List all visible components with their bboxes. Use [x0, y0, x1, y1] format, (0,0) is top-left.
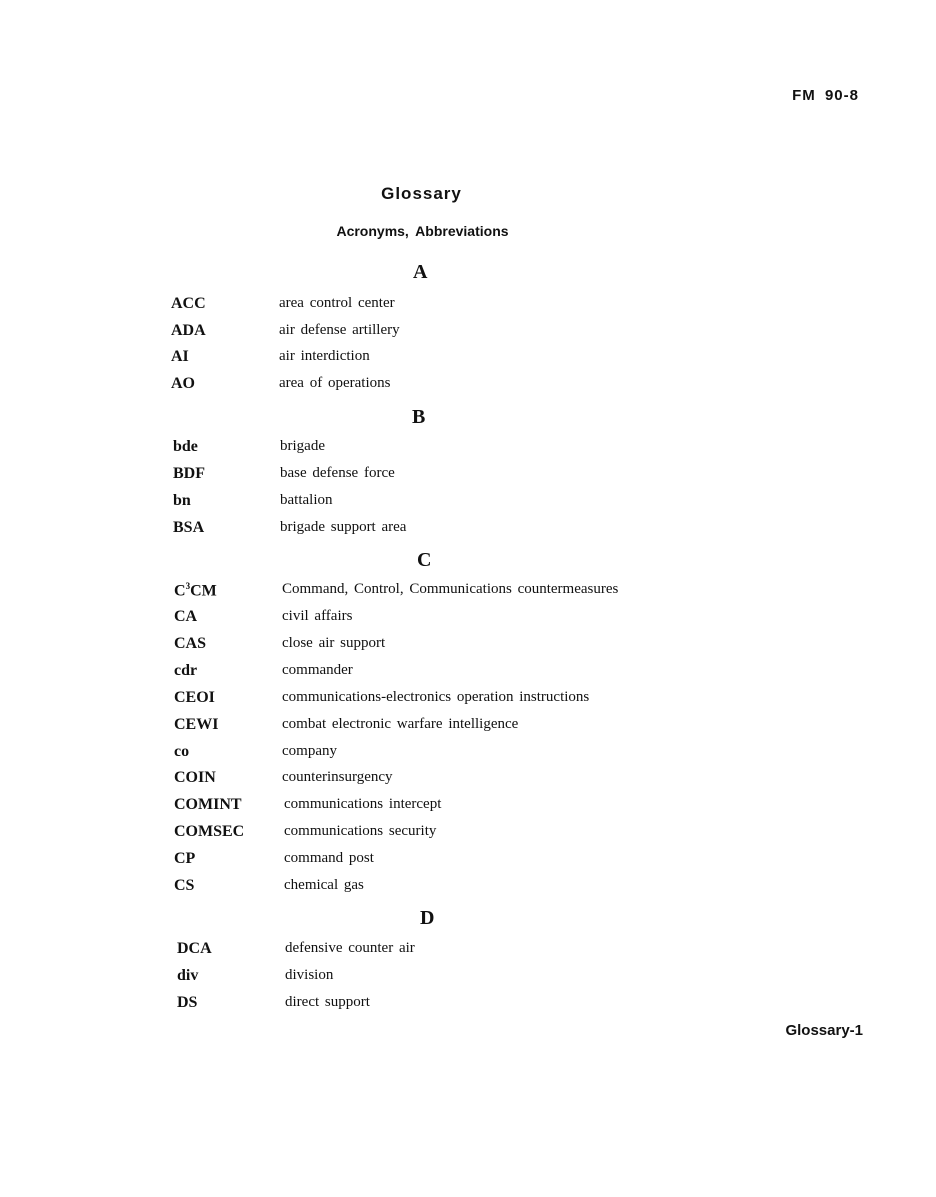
entry-abbreviation: DCA: [177, 940, 212, 957]
entry-abbreviation: CP: [174, 850, 196, 867]
entry-definition: civil affairs: [282, 608, 353, 624]
page-title: Glossary: [381, 184, 462, 203]
entry-abbreviation: CS: [174, 877, 195, 894]
entry-definition: command post: [284, 850, 374, 866]
entry-abbreviation: DS: [177, 994, 198, 1011]
entry-definition: brigade: [280, 438, 325, 454]
entry-definition: communications-electronics operation instructions: [282, 689, 590, 705]
entry-definition: air interdiction: [279, 348, 370, 364]
entry-abbreviation: AO: [171, 375, 195, 392]
entry-definition: area control center: [279, 295, 395, 311]
entry-abbreviation: ACC: [171, 295, 206, 312]
entry-definition: communications security: [284, 823, 437, 839]
entry-definition: communications intercept: [284, 796, 442, 812]
entry-abbreviation: co: [174, 743, 190, 760]
entry-abbreviation: ADA: [171, 322, 206, 339]
entry-abbreviation: CAS: [174, 635, 207, 652]
entry-definition: division: [285, 967, 334, 983]
entry-definition: direct support: [285, 994, 370, 1010]
section-letter-d: D: [420, 907, 435, 929]
entry-definition: battalion: [280, 492, 333, 508]
entry-definition: counterinsurgency: [282, 769, 393, 785]
entry-definition: base defense force: [280, 465, 395, 481]
entry-abbreviation: div: [177, 967, 199, 984]
entry-definition: defensive counter air: [285, 940, 415, 956]
entry-definition: combat electronic warfare intelligence: [282, 716, 519, 732]
entry-definition: area of operations: [279, 375, 391, 391]
entry-definition: Command, Control, Communications countermeasures: [282, 581, 619, 597]
entry-abbreviation: CA: [174, 608, 198, 625]
entry-definition: air defense artillery: [279, 322, 400, 338]
section-letter-a: A: [413, 261, 428, 283]
page-footer: Glossary-1: [785, 1022, 863, 1039]
entry-definition: close air support: [282, 635, 386, 651]
entry-abbreviation: CEWI: [174, 716, 219, 733]
entry-abbreviation: bn: [173, 492, 191, 509]
entry-abbreviation: BDF: [173, 465, 205, 482]
entry-definition: company: [282, 743, 337, 759]
document-code: FM 90-8: [792, 87, 859, 104]
entry-abbreviation: AI: [171, 348, 189, 365]
entry-abbreviation: CEOI: [174, 689, 215, 706]
section-letter-b: B: [412, 406, 426, 428]
page-subtitle: Acronyms, Abbreviations: [336, 223, 509, 239]
entry-definition: commander: [282, 662, 353, 678]
entry-abbreviation: cdr: [174, 662, 198, 679]
entry-abbreviation: COIN: [174, 769, 216, 786]
entry-abbreviation: BSA: [173, 519, 205, 536]
entry-abbreviation: COMSEC: [174, 823, 245, 840]
entry-abbreviation: bde: [173, 438, 198, 455]
entry-abbreviation: COMINT: [174, 796, 242, 813]
entry-definition: brigade support area: [280, 519, 407, 535]
section-letter-c: C: [417, 549, 432, 571]
entry-definition: chemical gas: [284, 877, 364, 893]
entry-abbreviation: $C^3CM$: [174, 581, 217, 600]
